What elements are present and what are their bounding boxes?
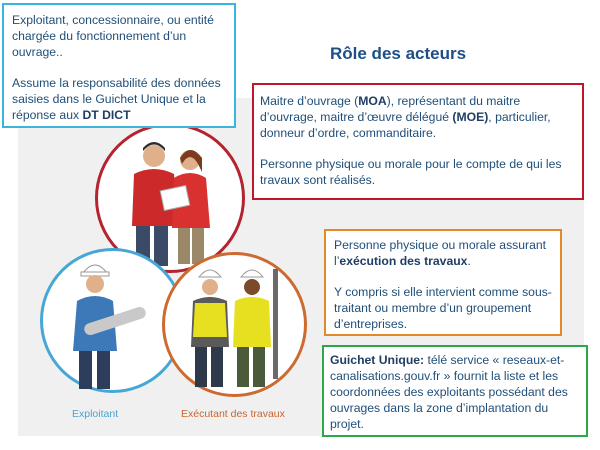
executant-circle [162,252,307,397]
page-title: Rôle des acteurs [330,44,467,63]
execution-travaux-label: exécution des travaux [339,254,468,268]
moa-abbrev: MOA [358,94,387,108]
exploitant-caption: Exploitant [72,408,119,420]
moe-abbrev: (MOE) [452,110,489,124]
guichet-unique-description: Guichet Unique: télé service « reseaux-et-canalisations.gouv.fr » fournit la liste et les coordonnées des exploitants possédant des ouvrages dans la zone d’implantation du projet. [330,353,568,431]
executant-workers-illustration [165,255,304,394]
moa-role: Personne physique ou morale pour le compte de qui les travaux sont réalisés. [260,157,562,187]
exploitant-description-box [2,3,236,128]
guichet-unique-box [322,345,588,437]
executant-definition: Personne physique ou morale assurant l’exécution des travaux. [334,238,547,268]
exploitant-responsibility: Assume la responsabilité des données saisies dans le Guichet Unique et la réponse aux DT DICT [12,76,221,122]
dt-dict-label: DT DICT [82,108,131,122]
moa-definition: Maitre d’ouvrage (MOA), représentant du maitre d’ouvrage, maitre d’œuvre délégué (MOE), particulier, donneur d’ordre, commanditaire. [260,94,551,140]
executant-scope: Y compris si elle intervient comme sous-traitant ou membre d’un groupement d’entreprises. [334,285,552,331]
moa-description-box [252,83,584,200]
executant-caption: Exécutant des travaux [181,408,285,420]
guichet-unique-label: Guichet Unique: [330,353,425,367]
exploitant-definition: Exploitant, concessionnaire, ou entité chargée du fonctionnement d’un ouvrage.. [12,13,214,59]
executant-description-box [324,229,562,336]
